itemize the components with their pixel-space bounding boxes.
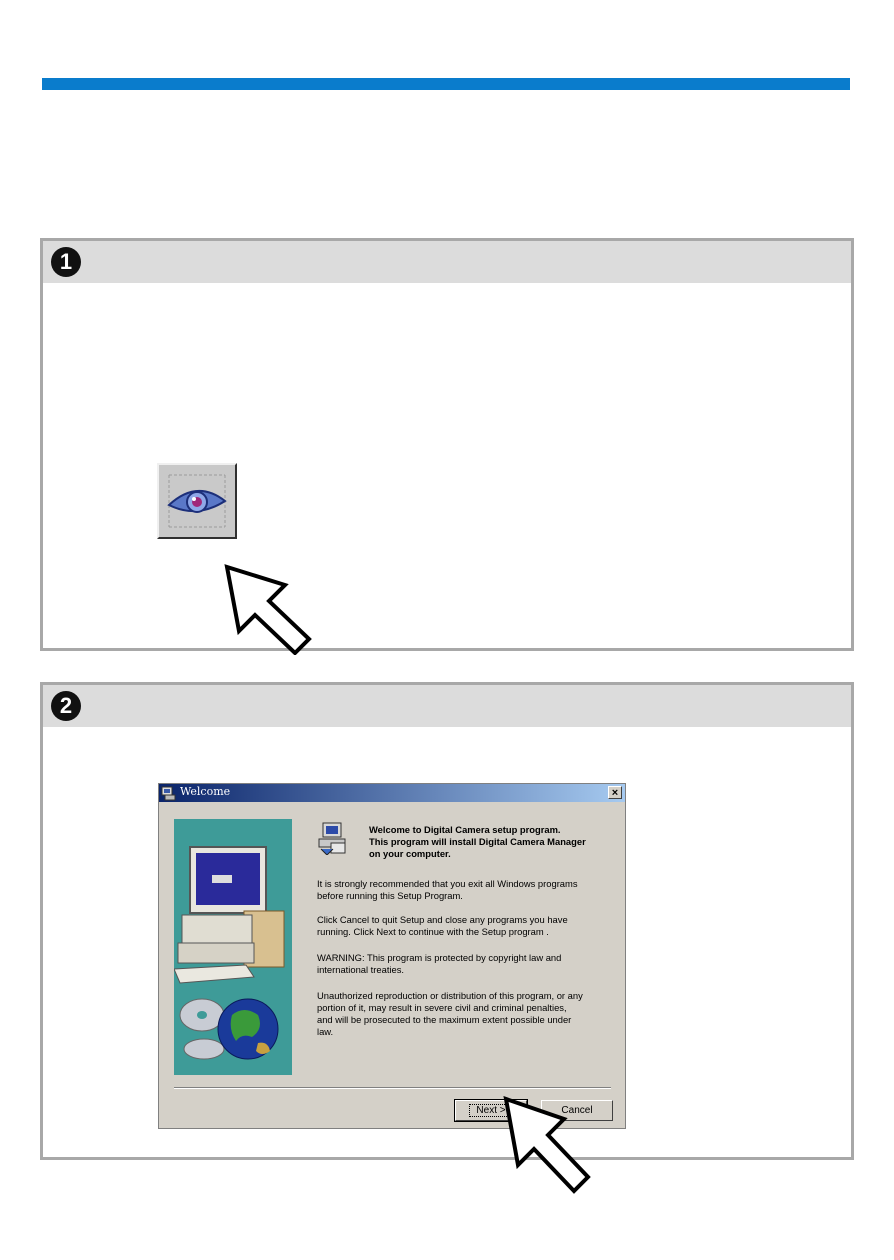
step-1-header (43, 241, 851, 283)
step-2-header (43, 685, 851, 727)
step-1-panel (40, 238, 854, 651)
dialog-title: Welcome (180, 785, 231, 798)
dialog-separator (174, 1087, 611, 1089)
dialog-titlebar[interactable] (159, 784, 625, 802)
computer-globe-illustration (174, 819, 292, 1075)
arrow-cursor-icon (221, 563, 313, 655)
setup-app-icon (161, 785, 177, 801)
close-button[interactable]: × (608, 786, 622, 799)
camera-manager-shortcut-icon[interactable] (157, 463, 237, 539)
setup-illustration (174, 819, 292, 1075)
welcome-dialog (158, 783, 626, 1129)
dialog-text-line: Unauthorized reproduction or distribution of this program, or any (317, 990, 583, 1001)
step-1-number: 1 (51, 247, 81, 277)
step-2-number: 2 (51, 691, 81, 721)
dialog-text-line: running. Click Next to continue with the Setup program . (317, 926, 549, 937)
dialog-text-line: law. (317, 1026, 334, 1037)
dialog-text-line: WARNING: This program is protected by copyright law and (317, 952, 562, 963)
eye-icon (163, 469, 231, 533)
dialog-text-line: before running this Setup Program. (317, 890, 463, 901)
dialog-text-line: and will be prosecuted to the maximum extent possible under (317, 1014, 572, 1025)
dialog-text-line: Click Cancel to quit Setup and close any programs you have (317, 914, 568, 925)
dialog-text-line: portion of it, may result in severe civil and criminal penalties, (317, 1002, 567, 1013)
arrow-cursor-icon (500, 1095, 592, 1195)
dialog-text-line: It is strongly recommended that you exit all Windows programs (317, 878, 578, 889)
next-button-label: Next > (469, 1104, 512, 1117)
dialog-heading-line: This program will install Digital Camera Manager (369, 836, 586, 847)
dialog-text-line: international treaties. (317, 964, 405, 975)
step-2-panel (40, 682, 854, 1160)
dialog-heading-line: on your computer. (369, 848, 451, 859)
dialog-heading-line: Welcome to Digital Camera setup program. (369, 824, 561, 835)
setup-computer-icon (317, 821, 351, 855)
header-accent-bar (42, 78, 850, 90)
cancel-button[interactable]: Cancel (541, 1100, 613, 1121)
